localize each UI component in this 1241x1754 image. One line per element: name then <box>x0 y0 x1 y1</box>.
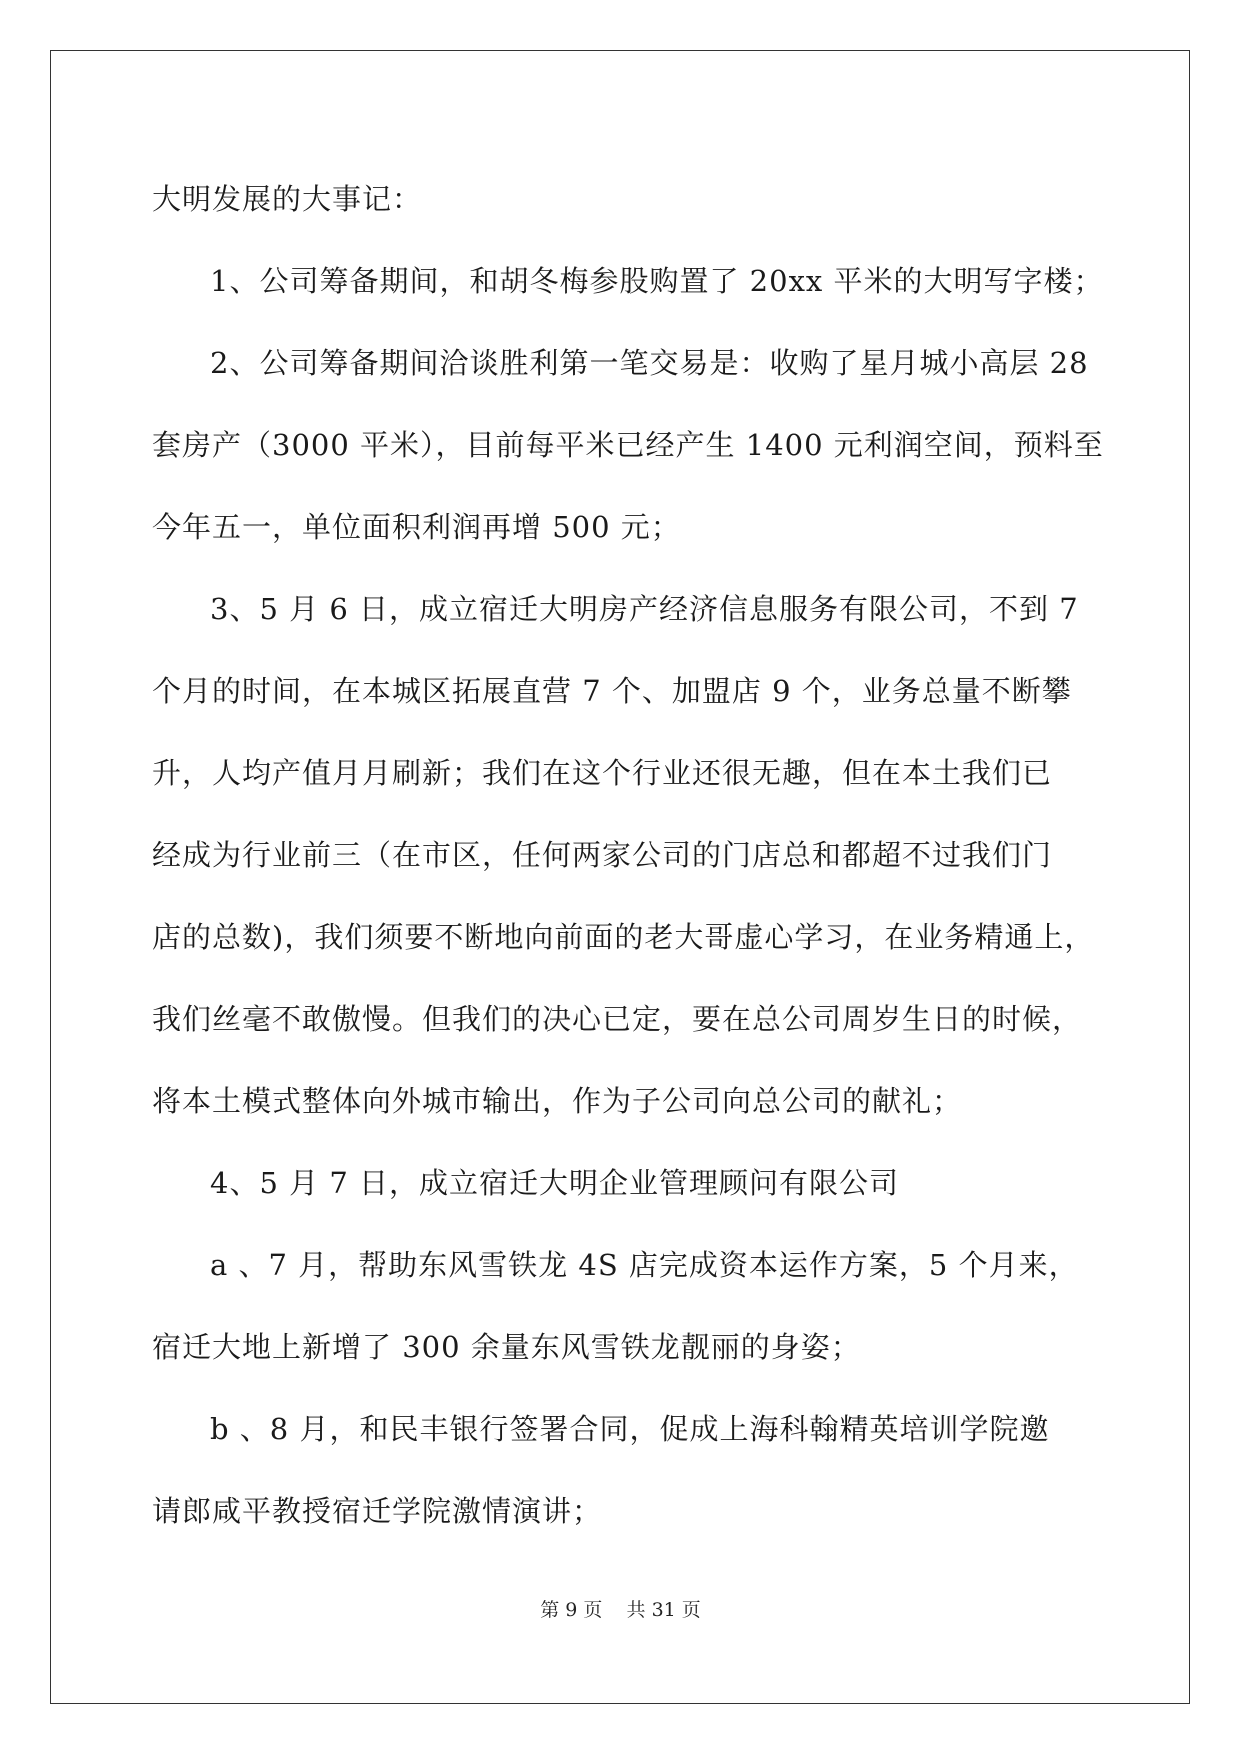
paragraph-line: 经成为行业前三（在市区，任何两家公司的门店总和都超不过我们门 <box>152 838 1053 872</box>
paragraph-line: 4、5 月 7 日，成立宿迁大明企业管理顾问有限公司 <box>210 1166 900 1200</box>
paragraph-line: b 、8 月，和民丰银行签署合同，促成上海科翰精英培训学院邀 <box>210 1412 1050 1446</box>
paragraph-line: 1、公司筹备期间，和胡冬梅参股购置了 20xx 平米的大明写字楼； <box>210 264 1104 298</box>
paragraph-line: 店的总数)，我们须要不断地向前面的老大哥虚心学习，在业务精通上， <box>152 920 1095 954</box>
paragraph-line: 个月的时间，在本城区拓展直营 7 个、加盟店 9 个，业务总量不断攀 <box>152 674 1072 708</box>
heading-line: 大明发展的大事记： <box>152 182 423 216</box>
paragraph-line: 我们丝毫不敢傲慢。但我们的决心已定，要在总公司周岁生日的时候， <box>152 1002 1083 1036</box>
document-body <box>152 158 1104 1552</box>
paragraph-line: 请郎咸平教授宿迁学院激情演讲； <box>152 1494 603 1528</box>
paragraph-line: 宿迁大地上新增了 300 余量东风雪铁龙靓丽的身姿； <box>152 1330 861 1364</box>
page-number-footer: 第 9 页 共 31 页 <box>540 1599 701 1621</box>
paragraph-line: 将本土模式整体向外城市输出，作为子公司向总公司的献礼； <box>152 1084 963 1118</box>
paragraph-line: 2、公司筹备期间洽谈胜利第一笔交易是：收购了星月城小高层 28 <box>210 346 1089 380</box>
paragraph-line: 升，人均产值月月刷新；我们在这个行业还很无趣，但在本土我们已 <box>152 756 1053 790</box>
paragraph-line: 套房产（3000 平米），目前每平米已经产生 1400 元利润空间，预料至 <box>152 428 1104 462</box>
paragraph-line: 今年五一，单位面积利润再增 500 元； <box>152 510 681 544</box>
paragraph-line: a 、7 月，帮助东风雪铁龙 4S 店完成资本运作方案，5 个月来， <box>210 1248 1079 1282</box>
paragraph-line: 3、5 月 6 日，成立宿迁大明房产经济信息服务有限公司，不到 7 <box>210 592 1079 626</box>
